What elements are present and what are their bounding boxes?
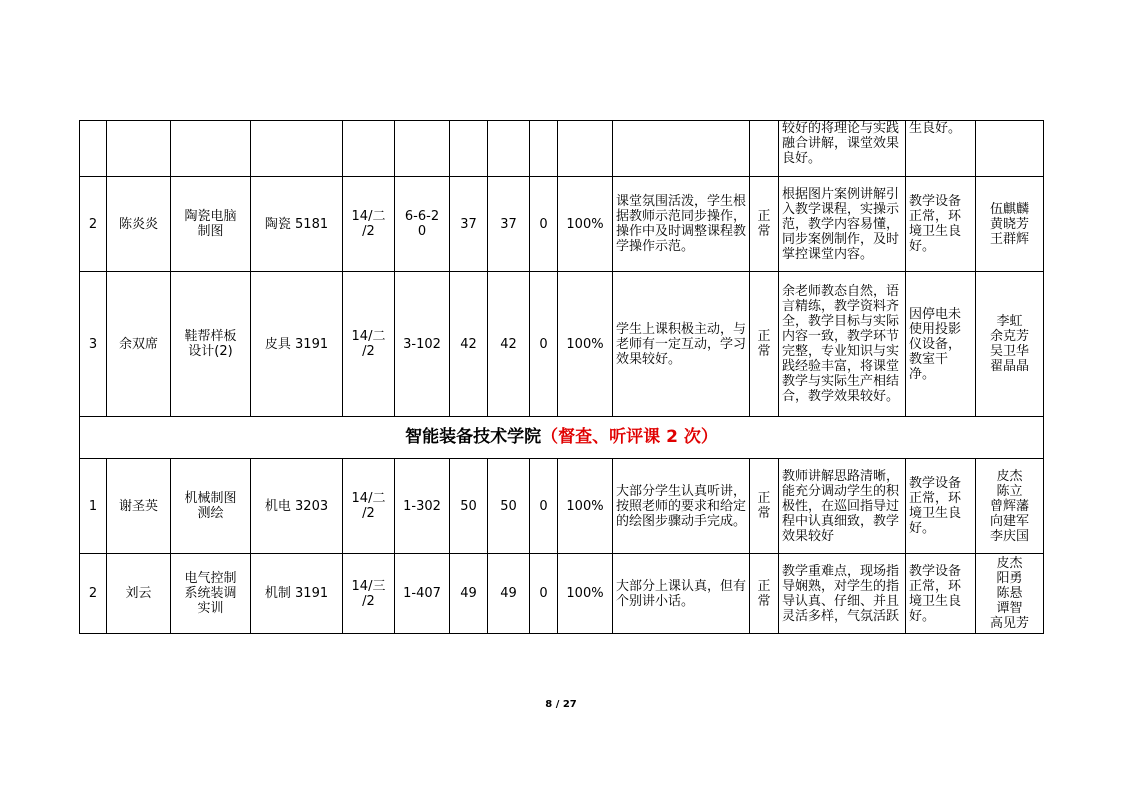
teaching-evaluation-cell (779, 121, 906, 177)
course-name-cell (171, 459, 251, 554)
section-row (80, 417, 1044, 459)
course-name: 电气控制 系统装调 实训 (184, 571, 237, 616)
teaching-evaluation: 较好的将理论与实践融合讲解，课堂效果良好。 (782, 121, 900, 166)
expected-count: 50 (460, 498, 477, 514)
expected-count-cell (450, 459, 488, 554)
class-name-cell (251, 272, 343, 417)
table-row (80, 272, 1044, 417)
teacher-name: 陈炎炎 (118, 216, 158, 232)
table-row (80, 459, 1044, 554)
section-heading (80, 417, 1044, 459)
inspectors: 皮杰 陈立 曾辉藩 向建军 李庆国 (989, 468, 1029, 544)
week-day-cell (343, 121, 395, 177)
environment-evaluation: 生良好。 (909, 121, 962, 136)
actual-count-cell (488, 272, 530, 417)
absent-count: 0 (539, 216, 548, 232)
actual-count-cell (488, 177, 530, 272)
course-name-cell (171, 121, 251, 177)
teaching-evaluation: 余老师教态自然，语言精练，教学资料齐全，教学目标与实际内容一致，教学环节完整，专业知识与实践经验丰富，将课堂教学与实际生产相结合，教学效果较好。 (782, 284, 900, 404)
actual-count: 49 (500, 586, 517, 601)
inspectors-cell (976, 272, 1044, 417)
week-day: 14/二 /2 (351, 209, 386, 239)
attendance-rate-cell (558, 272, 613, 417)
absent-count: 0 (539, 498, 548, 514)
class-name-cell (251, 177, 343, 272)
environment-evaluation-cell (906, 459, 976, 554)
classroom: 1-302 (403, 498, 441, 514)
environment-evaluation: 因停电未使用投影仪设备，教室干净。 (909, 306, 962, 382)
environment-evaluation-cell (906, 177, 976, 272)
expected-count: 49 (460, 586, 477, 601)
class-name: 陶瓷 5181 (264, 216, 329, 232)
teaching-status: 正常 (757, 209, 771, 239)
classroom-cell (395, 177, 450, 272)
course-name-cell (171, 554, 251, 634)
classroom-cell (395, 272, 450, 417)
teaching-status-cell (750, 121, 779, 177)
student-performance-cell (613, 121, 750, 177)
actual-count: 50 (500, 498, 517, 514)
expected-count-cell (450, 272, 488, 417)
classroom-cell (395, 121, 450, 177)
expected-count-cell (450, 177, 488, 272)
teacher-name-cell (107, 121, 171, 177)
classroom-cell (395, 554, 450, 634)
student-performance-cell (613, 177, 750, 272)
classroom: 6-6-2 0 (404, 209, 440, 239)
week-day: 14/三 /2 (351, 578, 386, 609)
teacher-name-cell (107, 177, 171, 272)
teaching-status-cell (750, 554, 779, 634)
teaching-status-cell (750, 177, 779, 272)
course-name: 机械制图 测绘 (184, 491, 237, 521)
actual-count: 37 (500, 216, 517, 232)
teacher-name: 余双席 (118, 336, 158, 352)
absent-count-cell (530, 177, 558, 272)
actual-count: 42 (500, 336, 517, 352)
row-number: 3 (88, 336, 98, 352)
inspectors-cell (976, 554, 1044, 634)
row-number: 1 (88, 498, 98, 514)
expected-count-cell (450, 554, 488, 634)
teaching-evaluation-cell (779, 459, 906, 554)
environment-evaluation-cell (906, 121, 976, 177)
classroom: 3-102 (403, 336, 441, 352)
row-number-cell (80, 554, 107, 634)
teacher-name: 谢圣英 (118, 498, 158, 514)
teaching-evaluation-cell (779, 272, 906, 417)
teaching-evaluation: 根据图片案例讲解引入教学课程，实操示范，教学内容易懂，同步案例制作，及时掌控课堂内容。 (782, 186, 900, 262)
week-day-cell (343, 272, 395, 417)
class-name-cell (251, 121, 343, 177)
attendance-rate-cell (558, 554, 613, 634)
student-performance: 学生上课积极主动，与老师有一定互动，学习效果较好。 (616, 321, 747, 367)
row-number: 2 (88, 586, 98, 601)
attendance-rate-cell (558, 121, 613, 177)
section-note: （督查、听评课 2 次） (541, 427, 718, 447)
absent-count-cell (530, 121, 558, 177)
absent-count: 0 (539, 336, 548, 352)
row-number-cell (80, 272, 107, 417)
table-row (80, 121, 1044, 177)
absent-count-cell (530, 272, 558, 417)
teaching-status-cell (750, 272, 779, 417)
course-name: 鞋帮样板 设计(2) (184, 329, 237, 359)
row-number-cell (80, 459, 107, 554)
teaching-evaluation: 教师讲解思路清晰，能充分调动学生的积极性，在巡回指导过程中认真细致，教学效果较好 (782, 468, 900, 544)
teacher-name-cell (107, 459, 171, 554)
inspectors-cell (976, 459, 1044, 554)
student-performance: 课堂氛围活泼，学生根据教师示范同步操作，操作中及时调整课程教学操作示范。 (616, 194, 747, 254)
class-name-cell (251, 554, 343, 634)
absent-count-cell (530, 459, 558, 554)
classroom: 1-407 (403, 586, 441, 601)
inspectors: 伍麒麟 黄晓芳 王群辉 (989, 201, 1029, 247)
attendance-rate: 100% (566, 216, 604, 232)
page-number: 8 / 27 (545, 699, 577, 710)
attendance-rate: 100% (566, 498, 604, 514)
actual-count-cell (488, 121, 530, 177)
teaching-status: 正常 (757, 329, 771, 359)
student-performance-cell (613, 459, 750, 554)
student-performance-cell (613, 272, 750, 417)
teaching-status-cell (750, 459, 779, 554)
actual-count-cell (488, 459, 530, 554)
environment-evaluation-cell (906, 272, 976, 417)
row-number: 2 (88, 216, 98, 232)
class-name: 机电 3203 (264, 498, 329, 514)
classroom-cell (395, 459, 450, 554)
table-row (80, 554, 1044, 634)
row-number-cell (80, 121, 107, 177)
teacher-name: 刘云 (125, 586, 152, 601)
course-name: 陶瓷电脑 制图 (184, 209, 237, 239)
teaching-evaluation: 教学重难点，现场指导娴熟，对学生的指导认真、仔细、并且灵活多样，气氛活跃 (782, 563, 900, 624)
environment-evaluation-cell (906, 554, 976, 634)
course-name-cell (171, 272, 251, 417)
expected-count-cell (450, 121, 488, 177)
environment-evaluation: 教学设备正常，环境卫生良好。 (909, 194, 962, 254)
inspectors-cell (976, 121, 1044, 177)
table-row (80, 177, 1044, 272)
student-performance: 大部分学生认真听讲，按照老师的要求和给定的绘图步骤动手完成。 (616, 483, 747, 529)
class-name-cell (251, 459, 343, 554)
attendance-rate-cell (558, 177, 613, 272)
student-performance-cell (613, 554, 750, 634)
week-day: 14/二 /2 (351, 491, 386, 521)
week-day-cell (343, 459, 395, 554)
inspectors-cell (976, 177, 1044, 272)
teaching-status: 正常 (757, 578, 771, 609)
teaching-status: 正常 (757, 491, 771, 521)
attendance-rate: 100% (566, 336, 604, 352)
teaching-evaluation-cell (779, 177, 906, 272)
actual-count-cell (488, 554, 530, 634)
week-day-cell (343, 554, 395, 634)
environment-evaluation: 教学设备正常，环境卫生良好。 (909, 476, 962, 536)
inspectors: 皮杰 阳勇 陈悬 谭智 高见芳 (989, 556, 1029, 631)
student-performance: 大部分上课认真，但有个别讲小话。 (616, 578, 747, 609)
class-name: 皮具 3191 (264, 336, 329, 352)
attendance-rate-cell (558, 459, 613, 554)
course-name-cell (171, 177, 251, 272)
section-title: 智能装备技术学院 (405, 427, 542, 447)
teaching-evaluation-cell (779, 554, 906, 634)
teacher-name-cell (107, 272, 171, 417)
row-number-cell (80, 177, 107, 272)
absent-count: 0 (539, 586, 548, 601)
teacher-name-cell (107, 554, 171, 634)
week-day: 14/二 /2 (351, 329, 386, 359)
inspectors: 李虹 余克芳 吴卫华 翟晶晶 (989, 314, 1029, 374)
inspection-table (79, 120, 1044, 634)
environment-evaluation: 教学设备正常，环境卫生良好。 (909, 563, 962, 624)
class-name: 机制 3191 (264, 586, 329, 601)
attendance-rate: 100% (566, 586, 604, 601)
expected-count: 37 (460, 216, 477, 232)
absent-count-cell (530, 554, 558, 634)
expected-count: 42 (460, 336, 477, 352)
week-day-cell (343, 177, 395, 272)
